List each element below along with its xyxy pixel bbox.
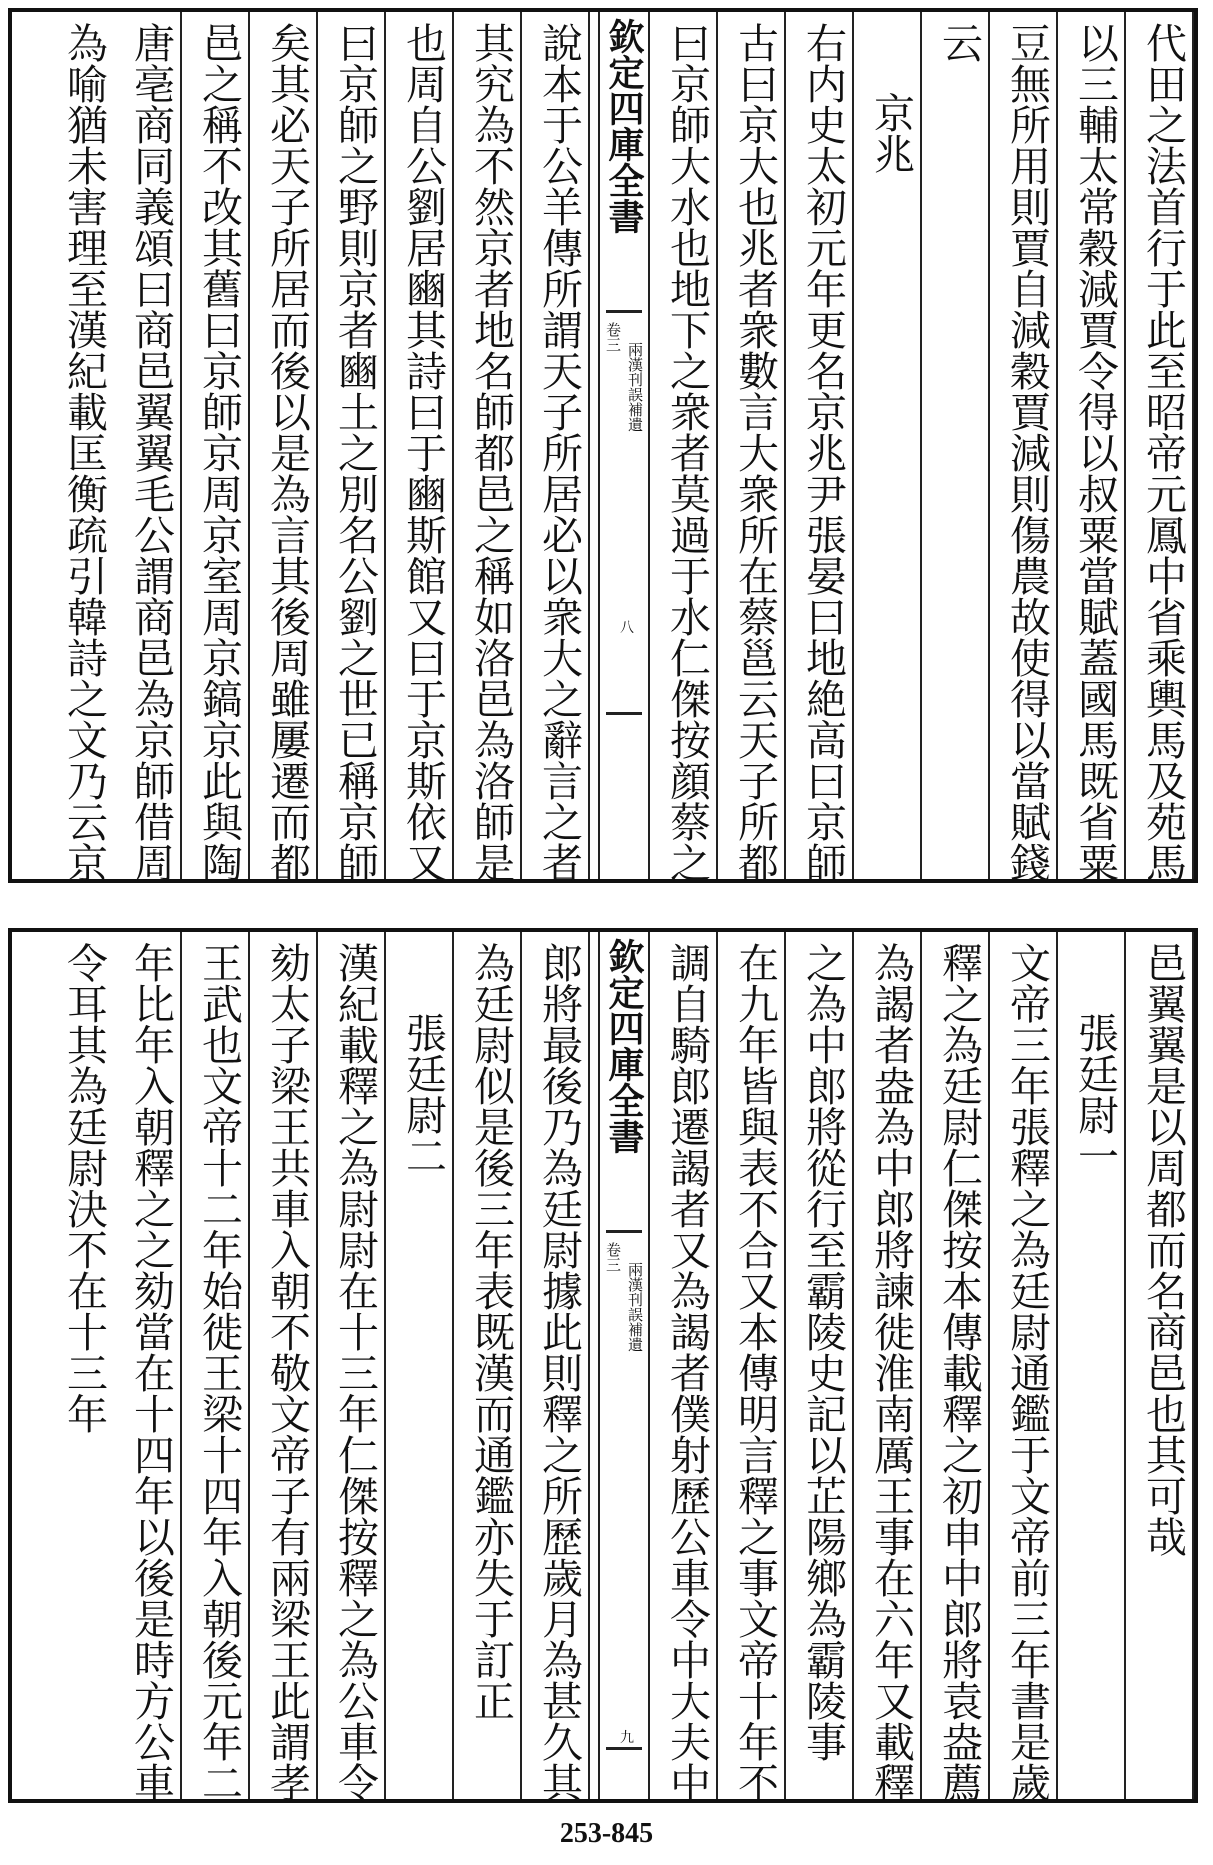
volume-label: 卷三 — [604, 1242, 622, 1272]
column-text: 年比年入朝釋之之劾當在十四年以後是時方公車 — [127, 942, 175, 1803]
text-column — [462, 932, 522, 1799]
text-column — [190, 12, 250, 883]
text-column — [862, 932, 922, 1803]
gutter-rule — [606, 1230, 642, 1233]
text-column — [726, 932, 786, 1803]
text-column — [54, 932, 114, 1799]
text-column — [326, 932, 386, 1803]
text-column — [530, 932, 590, 1803]
text-column — [794, 12, 854, 883]
section-heading: 張廷尉一 — [1071, 1012, 1119, 1176]
folio-number: 八 — [620, 620, 634, 636]
text-column — [658, 932, 718, 1803]
book-gutter — [598, 932, 650, 1799]
column-text: 唐亳商同義頌曰商邑翼翼毛公謂商邑為京師借周 — [127, 22, 175, 883]
column-text: 說本于公羊傳所謂天子所居必以衆大之辭言之者 — [535, 22, 583, 883]
page-block-bottom — [8, 928, 1198, 1803]
column-text: 令耳其為廷尉決不在十三年 — [60, 942, 108, 1434]
column-text: 在九年皆與表不合又本傳明言釋之事文帝十年不 — [731, 942, 779, 1803]
gutter-rule — [606, 310, 642, 313]
column-text: 為廷尉似是後三年表既漢而通鑑亦失于訂正 — [467, 942, 515, 1721]
column-text: 古曰京大也兆者衆數言大衆所在蔡邕云天子所都 — [731, 22, 779, 883]
column-text: 曰京師之野則京者豳土之別名公劉之世已稱京師 — [331, 22, 379, 883]
column-text: 文帝三年張釋之為廷尉通鑑于文帝前三年書是歲 — [1003, 942, 1051, 1803]
book-gutter — [598, 12, 650, 879]
book-title-label: 兩漢刊誤補遺 — [626, 342, 644, 432]
gutter-rule — [606, 1747, 642, 1750]
column-text: 也周自公劉居豳其詩曰于豳斯館又曰于京斯依又 — [399, 22, 447, 883]
text-column — [122, 12, 182, 883]
text-column — [258, 932, 318, 1803]
book-title-label: 兩漢刊誤補遺 — [626, 1262, 644, 1352]
column-text: 曰京師大水也地下之衆者莫過于水仁傑按顔蔡之 — [663, 22, 711, 883]
text-column — [930, 12, 990, 879]
column-text: 漢紀載釋之為尉尉在十三年仁傑按釋之為公車令 — [331, 942, 379, 1803]
text-column — [462, 12, 522, 883]
column-text: 調自騎郎遷謁者又為謁者僕射歷公車令中大夫中 — [663, 942, 711, 1803]
text-column — [1066, 932, 1126, 1799]
text-column — [258, 12, 318, 883]
section-heading: 京兆 — [867, 92, 915, 174]
column-text: 代田之法首行于此至昭帝元鳳中省乘輿馬及苑馬 — [1139, 22, 1187, 883]
column-text: 云 — [935, 22, 983, 63]
text-column — [122, 932, 182, 1803]
series-title: 欽定四庫全書 — [603, 938, 645, 1154]
text-column — [794, 932, 854, 1799]
column-text: 以三輔太常穀減賈令得以叔粟當賦蓋國馬既省粟 — [1071, 22, 1119, 883]
series-title: 欽定四庫全書 — [603, 18, 645, 234]
text-column — [658, 12, 718, 883]
column-text: 釋之為廷尉仁傑按本傳載釋之初申中郎將袁盎薦 — [935, 942, 983, 1803]
page-block-top — [8, 8, 1198, 883]
text-column — [1066, 12, 1126, 883]
text-column — [862, 12, 922, 879]
text-column — [190, 932, 250, 1803]
text-column — [1134, 932, 1194, 1799]
column-text: 豆無所用則賈自減穀賈減則傷農故使得以當賦錢 — [1003, 22, 1051, 883]
text-column — [530, 12, 590, 883]
column-text: 其究為不然京者地名師都邑之稱如洛邑為洛師是 — [467, 22, 515, 883]
column-text: 劾太子梁王共車入朝不敬文帝子有兩梁王此謂孝 — [263, 942, 311, 1803]
text-column — [326, 12, 386, 883]
column-text: 王武也文帝十二年始徙王梁十四年入朝後元年二 — [195, 942, 243, 1803]
gutter-rule — [606, 712, 642, 715]
text-column — [930, 932, 990, 1803]
text-column — [998, 932, 1058, 1803]
column-text: 之為中郎將從行至霸陵史記以芷陽鄉為霸陵事 — [799, 942, 847, 1762]
column-text: 郎將最後乃為廷尉據此則釋之所歷歲月為甚久其 — [535, 942, 583, 1803]
column-text: 邑之稱不改其舊曰京師京周京室周京鎬京此與陶 — [195, 22, 243, 883]
column-text: 右内史太初元年更名京兆尹張晏曰地絶高曰京師 — [799, 22, 847, 883]
page-code: 253-845 — [559, 1818, 654, 1849]
text-column — [1134, 12, 1194, 883]
text-column — [394, 932, 454, 1799]
column-text: 邑翼翼是以周都而名商邑也其可哉 — [1139, 942, 1187, 1557]
column-text: 為謁者盎為中郎將諫徙淮南厲王事在六年又載釋 — [867, 942, 915, 1803]
folio-number: 九 — [620, 1730, 634, 1746]
text-column — [726, 12, 786, 883]
text-column — [998, 12, 1058, 883]
text-column — [54, 12, 114, 883]
volume-label: 卷三 — [604, 322, 622, 352]
section-heading: 張廷尉二 — [399, 1012, 447, 1176]
text-column — [394, 12, 454, 883]
column-text: 矣其必天子所居而後以是為言其後周雖屢遷而都 — [263, 22, 311, 883]
column-text: 為喻猶未害理至漢紀載匡衡疏引韓詩之文乃云京 — [60, 22, 108, 883]
